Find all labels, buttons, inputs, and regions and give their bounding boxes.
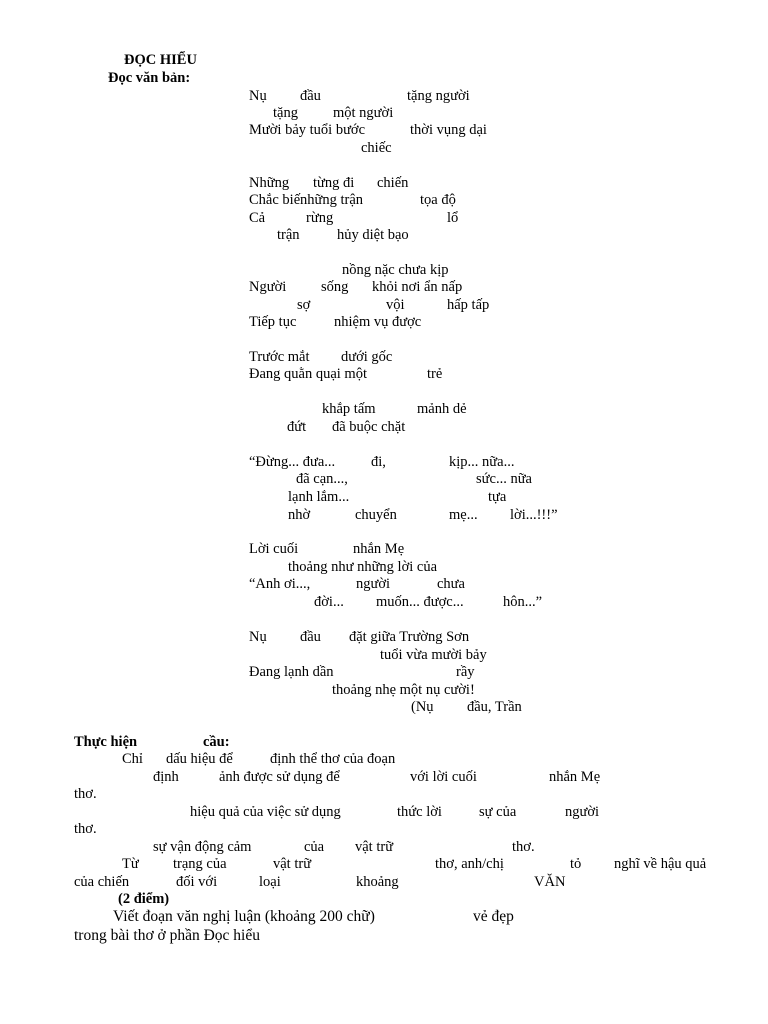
poem-line: Nụ [249, 629, 267, 645]
poem-line: kịp... nữa... [449, 454, 515, 470]
poem-line: khỏi nơi ẩn nấp [372, 279, 463, 295]
poem-line: nồng nặc chưa kịp [342, 262, 449, 278]
question-3: sự của [479, 804, 517, 820]
poem-line: “Đừng... đưa... [249, 454, 336, 470]
poem-line: rừng [306, 210, 334, 226]
poem-line: Mười bảy tuổi bước [249, 122, 366, 138]
poem-line: sống [321, 279, 349, 295]
poem-line: tặng người [407, 88, 470, 104]
points-label: (2 điểm) [118, 891, 170, 907]
question-5: vật trữ [273, 856, 312, 872]
poem-line: tặng [273, 105, 298, 121]
essay-prompt: Viết đoạn văn nghị luận (khoảng 200 chữ) [113, 908, 375, 925]
poem-line: Nụ [249, 88, 267, 104]
poem-line: chưa [437, 576, 465, 592]
poem-line: nhiệm vụ được [334, 314, 422, 330]
question-5: trạng của [173, 856, 227, 872]
poem-line: “Anh ơi..., [249, 576, 311, 592]
poem-line: nhờ [288, 507, 311, 523]
tasks-heading: Thực hiện [74, 734, 138, 750]
poem-source: (Nụ [411, 699, 434, 715]
poem-line: thoảng như những lời của [288, 559, 438, 575]
question-2: ảnh được sử dụng để [219, 769, 340, 785]
section-subtitle: Đọc văn bản: [108, 70, 191, 86]
poem-line: trận [277, 227, 300, 243]
question-1: dấu hiệu để [166, 751, 233, 767]
poem-line: Lời cuối [249, 541, 299, 557]
question-5: loại [259, 874, 281, 890]
poem-line: đã buộc chặt [332, 419, 406, 435]
question-5: khoảng [356, 874, 399, 890]
poem-line: mảnh dẻ [417, 401, 467, 417]
poem-line: lời...!!!” [510, 507, 558, 523]
question-4: của [304, 839, 325, 855]
poem-line: Tiếp tục [249, 314, 297, 330]
question-4: vật trữ [355, 839, 394, 855]
poem-line: đầu [300, 88, 321, 104]
question-4: sự vận động cảm [153, 839, 252, 855]
poem-line: hấp tấp [447, 297, 490, 313]
poem-line: những trận [300, 192, 364, 208]
poem-line: sợ [297, 297, 311, 313]
poem-line: người [356, 576, 391, 592]
question-5: nghĩ về hậu quả [614, 856, 707, 872]
question-3: thơ. [74, 821, 97, 837]
question-2: với lời cuối [410, 769, 477, 785]
poem-line: Chắc biế [249, 192, 301, 208]
poem-line: Cả [249, 210, 266, 226]
poem-line: từng đi [313, 175, 355, 191]
poem-line: Trước mắt [249, 349, 310, 365]
question-1: Chỉ [122, 751, 143, 767]
poem-line: đầu [300, 629, 321, 645]
poem-line: vội [386, 297, 405, 313]
question-5: đối với [176, 874, 218, 890]
poem-line: mẹ... [449, 507, 478, 523]
poem-line: đặt giữa Trường Sơn [349, 629, 470, 645]
poem-line: sức... nữa [476, 471, 532, 487]
poem-line: thoảng nhẹ một nụ cười! [332, 682, 475, 698]
poem-line: đi, [371, 454, 386, 470]
poem-line: Người [249, 279, 287, 295]
poem-line: khắp tấm [322, 401, 376, 417]
poem-line: Những [249, 175, 290, 191]
question-1: định thể thơ của đoạn [270, 751, 396, 767]
poem-line: đã cạn..., [296, 471, 348, 487]
poem-line: đời... [314, 594, 344, 610]
essay-prompt: vẻ đẹp [473, 908, 514, 925]
poem-line: muốn... được... [376, 594, 464, 610]
page-title: ĐỌC HIỂU [124, 52, 197, 68]
poem-line: Đang lạnh dần [249, 664, 334, 680]
poem-line: lạnh lắm... [288, 489, 350, 505]
tasks-heading: cầu: [203, 734, 230, 750]
poem-line: một người [333, 105, 394, 121]
question-5: của chiến [74, 874, 130, 890]
poem-line: rầy [456, 664, 475, 680]
question-2: thơ. [74, 786, 97, 802]
poem-line: tựa [488, 489, 507, 505]
poem-line: hủy diệt bạo [337, 227, 409, 243]
poem-line: chuyển [355, 507, 397, 523]
question-5: thơ, anh/chị [435, 856, 504, 872]
poem-line: Đang quằn quại một [249, 366, 367, 382]
poem-line: đứt [287, 419, 307, 435]
question-5: Từ [122, 856, 139, 872]
essay-prompt: trong bài thơ ở phần Đọc hiểu [74, 927, 260, 944]
poem-line: nhắn Mẹ [353, 541, 405, 557]
poem-source: đầu, Trần [467, 699, 522, 715]
question-5: tỏ [570, 856, 582, 872]
question-2: nhắn Mẹ [549, 769, 601, 785]
poem-line: chiến [377, 175, 409, 191]
poem-line: lổ [447, 210, 459, 226]
poem-line: tuổi vừa mười bảy [380, 647, 487, 663]
poem-line: chiếc [361, 140, 392, 156]
question-3: người [565, 804, 600, 820]
poem-line: dưới gốc [341, 349, 393, 365]
poem-line: trẻ [427, 366, 443, 382]
question-3: hiệu quả của việc sử dụng [190, 804, 341, 820]
question-5: VĂN [534, 874, 566, 890]
poem-line: thời vụng dại [410, 122, 487, 138]
poem-line: hôn...” [503, 594, 543, 610]
question-2: định [153, 769, 179, 785]
question-3: thức lời [397, 804, 442, 820]
poem-line: tọa độ [420, 192, 456, 208]
question-4: thơ. [512, 839, 535, 855]
